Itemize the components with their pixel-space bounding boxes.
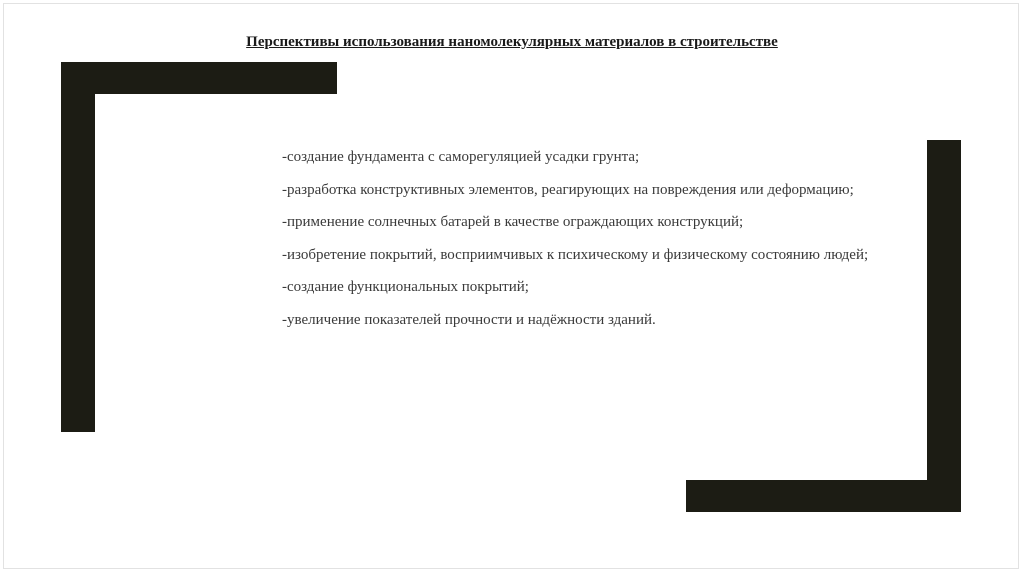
list-item: -разработка конструктивных элементов, реагирующих на повреждения или деформацию; — [282, 181, 854, 198]
list-item: -создание фундамента с саморегуляцией усадки грунта; — [282, 149, 640, 165]
list-item: -создание функциональных покрытий; — [282, 279, 529, 295]
bullet-list — [234, 141, 874, 336]
frame-corner-bottom-right-vertical — [927, 140, 961, 512]
frame-corner-top-left-vertical — [61, 62, 95, 432]
list-item: -изобретение покрытий, восприимчивых к психическому и физическому состоянию людей; — [282, 246, 869, 263]
frame-corner-bottom-right-horizontal — [686, 480, 961, 512]
list-item: -увеличение показателей прочности и надёжности зданий. — [282, 311, 656, 328]
frame-corner-top-left-horizontal — [61, 62, 337, 94]
slide-title: Перспективы использования наномолекулярных материалов в строительстве — [246, 34, 778, 50]
list-item: -применение солнечных батарей в качестве ограждающих конструкций; — [282, 214, 744, 230]
